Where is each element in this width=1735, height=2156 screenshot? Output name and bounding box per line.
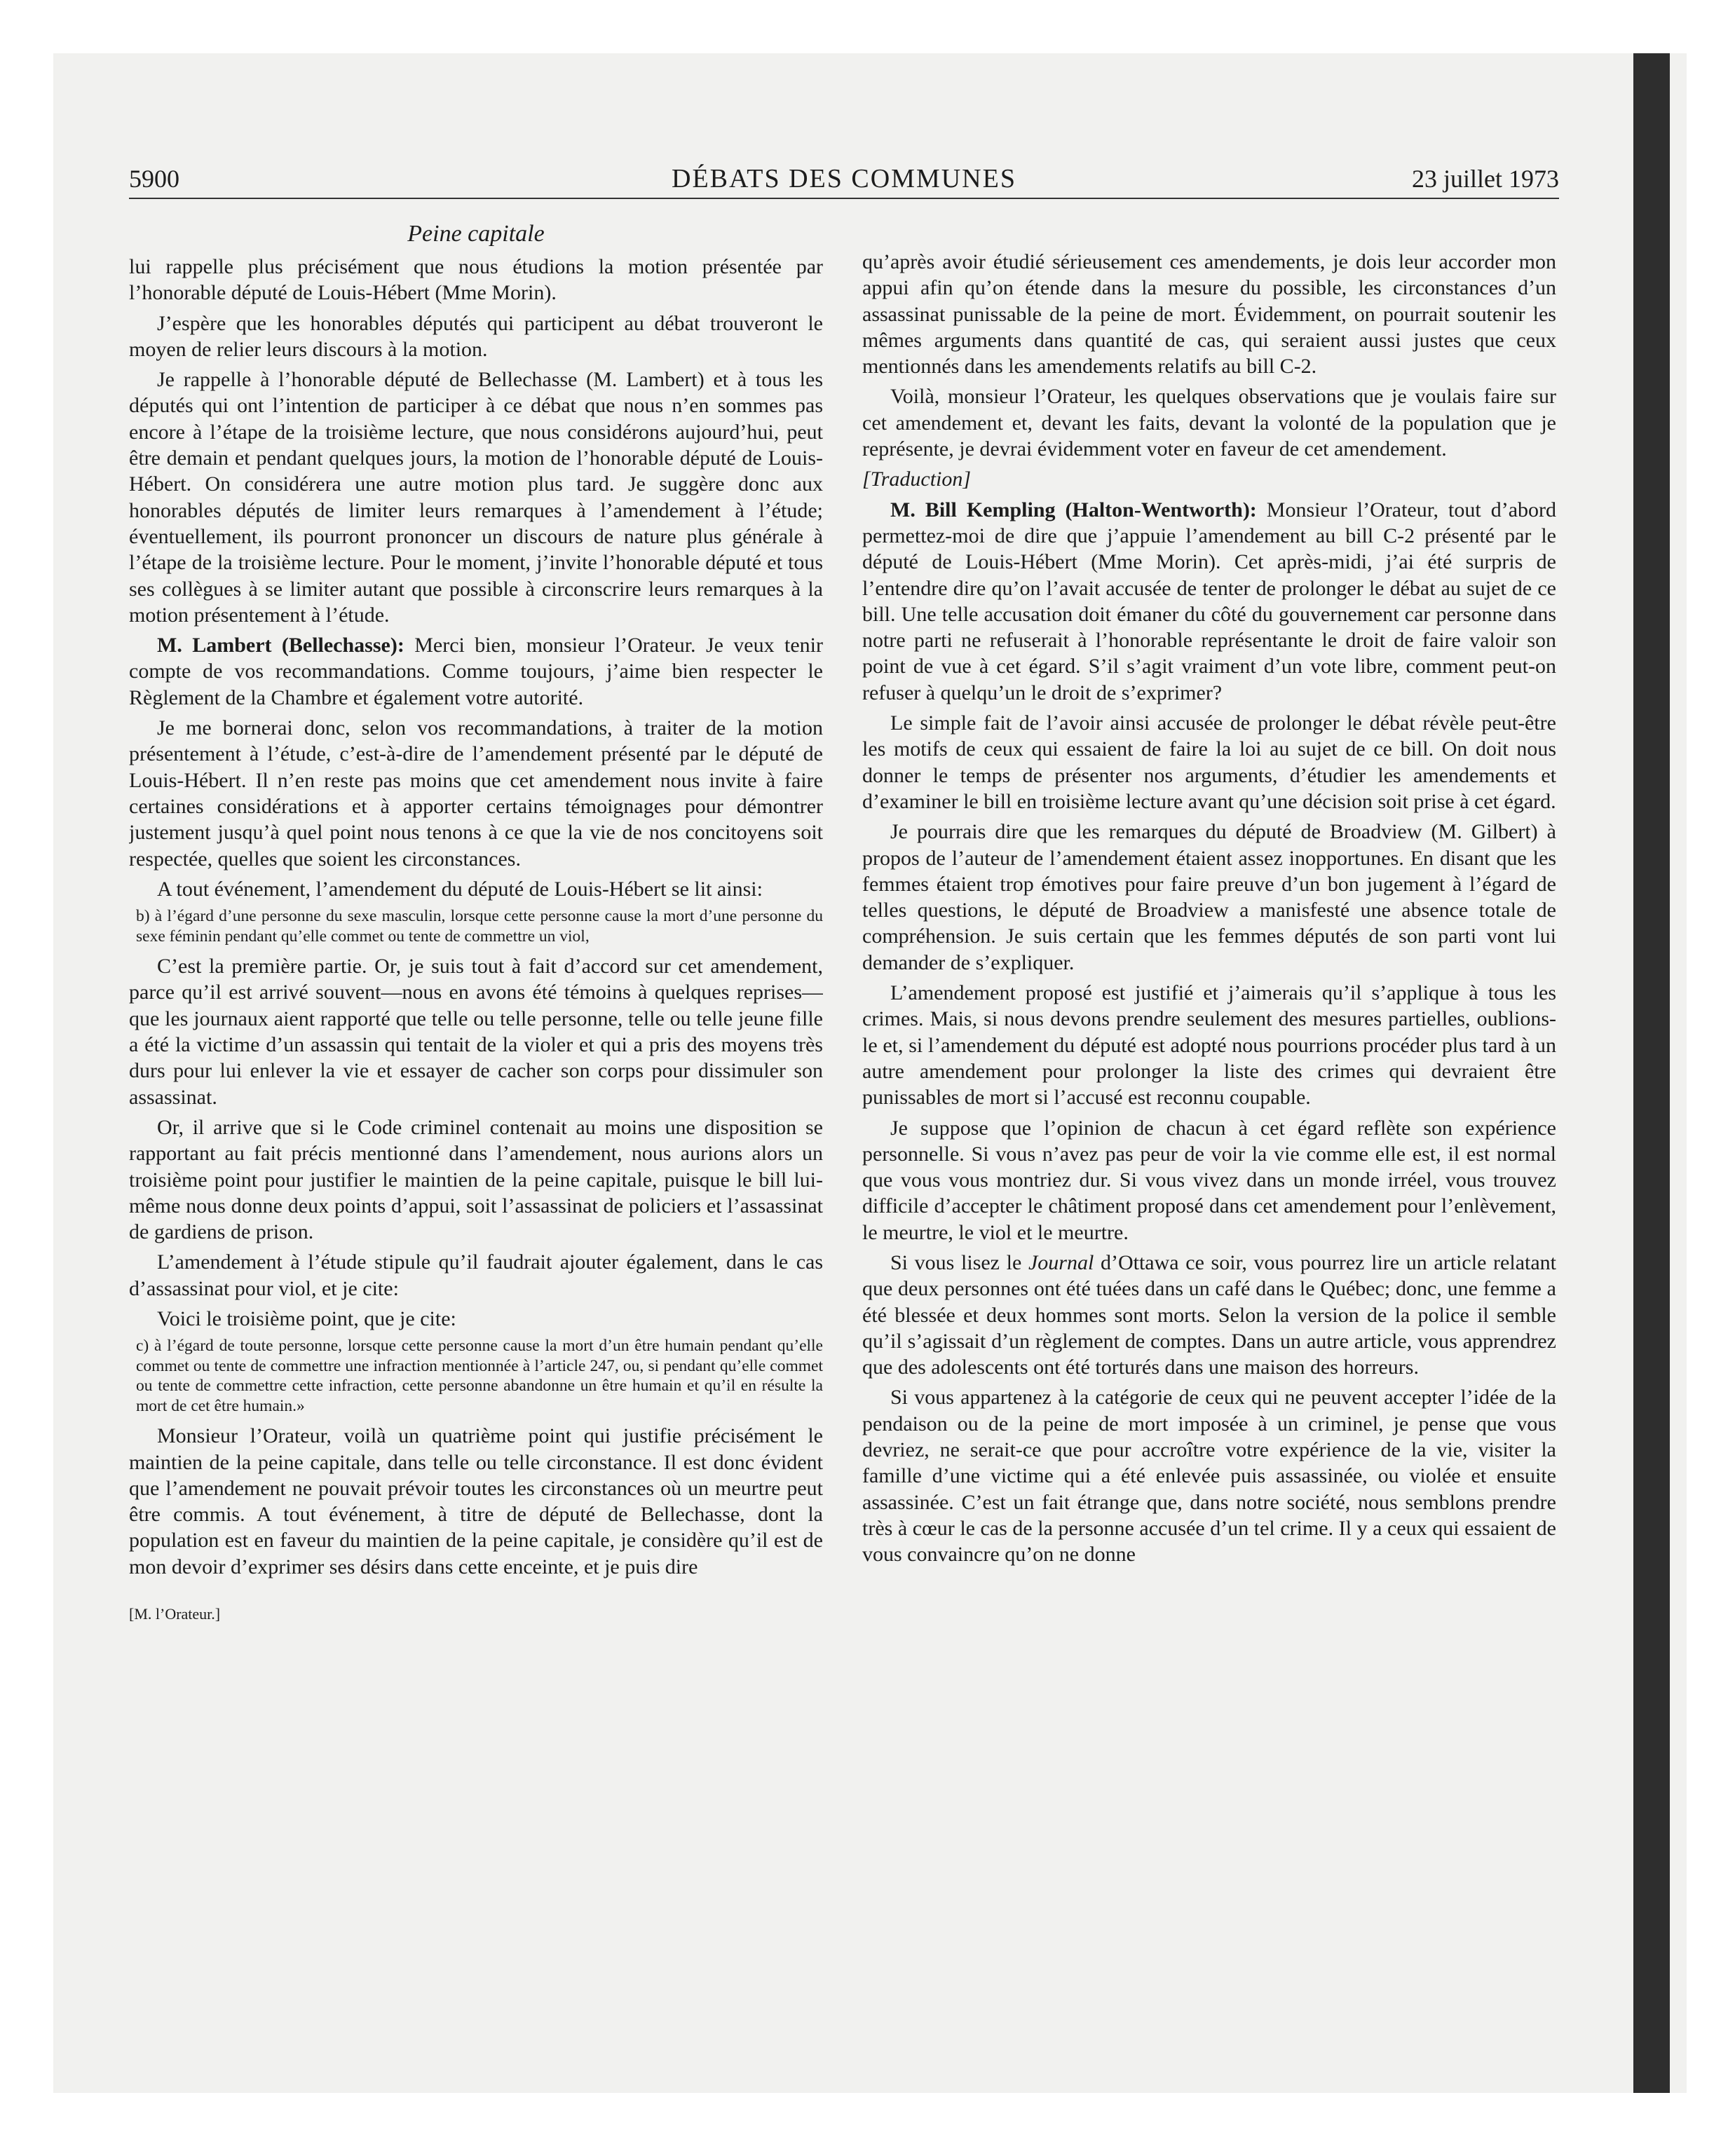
right-column <box>862 249 1556 2043</box>
paragraph: Si vous appartenez à la catégorie de ceux qui ne peuvent accepter l’idée de la pendaison ou de la peine de mort imposée à un criminel, je pense que vous devriez, ne serait-ce que pour accroître votre expérience de la vie, visiter la famille d’une victime qui a été enlevée puis assassinée, ou violée et ensuite assassinée. C’est un fait étrange que, dans notre société, nous semblons prendre très à cœur le cas de la personne accusée d’un tel crime. Il y a ceux qui essaient de vous convaincre qu’on ne donne <box>862 1386 1556 1567</box>
paragraph: Je me bornerai donc, selon vos recommandations, à traiter de la motion présentement à l’étude, c’est-à-dire de l’amendement présenté par le député de Louis-Hébert. Il n’en reste pas moins que cet amendement nous invite à faire certaines considérations et à apporter certains témoignages pour démontrer justement jusqu’à quel point nous tenons à ce que la vie de nos concitoyens soit respectée, quelles que soient les circonstances. <box>129 716 823 871</box>
speaker-name: M. Bill Kempling (Halton-Wentworth): <box>890 498 1257 521</box>
paragraph: A tout événement, l’amendement du député de Louis-Hébert se lit ainsi: <box>157 877 763 901</box>
speaker-name: M. Lambert (Bellechasse): <box>157 634 404 657</box>
paragraph: Le simple fait de l’avoir ainsi accusée de prolonger le débat révèle peut-être les motifs de ceux qui essaient de faire la loi au sujet de ce bill. On doit nous donner le temps de présenter nos arguments, d’étudier les amendements et d’examiner le bill en troisième lecture avant qu’une décision soit prise à cet égard. <box>862 711 1556 813</box>
paragraph: Voilà, monsieur l’Orateur, les quelques observations que je voulais faire sur cet amendement et, devant les faits, devant la volonté de la population que je représente, je devrai évidemment voter en faveur de cet amendement. <box>862 385 1556 461</box>
paragraph: C’est la première partie. Or, je suis tout à fait d’accord sur cet amendement, parce qu’il est arrivé souvent—nous en avons été témoins à quelques reprises—que les journaux aient rapporté que telle ou telle personne, telle ou telle jeune fille a été la victime d’un assassin qui tentait de la violer et qui a pris des moyens très durs pour lui enlever la vie et essayer de cacher son corps pour dissimuler son assassinat. <box>129 955 823 1109</box>
paragraph: L’amendement à l’étude stipule qu’il faudrait ajouter également, dans le cas d’assassinat pour viol, et je cite: <box>129 1250 823 1300</box>
newspaper-name: Journal <box>1028 1250 1094 1274</box>
paragraph: Je pourrais dire que les remarques du député de Broadview (M. Gilbert) à propos de l’auteur de l’amendement étaient assez inopportunes. En disant que les femmes étaient trop émotives pour faire preuve d’un bon jugement à l’égard de telles questions, le député de Broadview a manisfesté une absence totale de compréhension. Je suis certain que les femmes députés de son parti vont lui demander de s’expliquer. <box>862 820 1556 974</box>
quoted-amendment: b) à l’égard d’une personne du sexe masculin, lorsque cette personne cause la mort d’une personne du sexe féminin pendant qu’elle commet ou tente de commettre un viol, <box>136 907 823 946</box>
paragraph: J’espère que les honorables députés qui participent au débat trouveront le moyen de relier leurs discours à la motion. <box>129 311 823 361</box>
left-column <box>129 254 823 2048</box>
paragraph: lui rappelle plus précisément que nous étudions la motion présentée par l’honorable député de Louis-Hébert (Mme Morin). <box>129 255 823 305</box>
page-footer-note: [M. l’Orateur.] <box>129 1605 221 1623</box>
issue-date: 23 juillet 1973 <box>1412 165 1559 193</box>
paragraph <box>862 497 1556 706</box>
speech-text: Si vous lisez le <box>890 1250 1028 1274</box>
paragraph: Je rappelle à l’honorable député de Bellechasse (M. Lambert) et à tous les députés qui ont l’intention de participer à ce débat que nous n’en sommes pas encore à l’étape de la troisième lecture, que nous considérons aujourd’hui, peut être demain et pendant quelques jours, la motion de l’honorable député de Louis-Hébert. On considérera une autre motion plus tard. Je suggère donc aux honorables députés de limiter leurs remarques à l’amendement à l’étude; éventuellement, ils pourront prononcer un discours de nature plus générale à l’étape de la troisième lecture. Pour le moment, j’invite l’honorable député et tous ses collègues à se limiter autant que possible à circonscrire leurs remarques à la motion présentement à l’étude. <box>129 368 823 627</box>
paragraph: qu’après avoir étudié sérieusement ces amendements, je dois leur accorder mon appui afin qu’on étende dans la mesure du possible, les circonstances d’un assassinat punissable de la peine de mort. Évidemment, on pourrait soutenir les mêmes arguments dans quantité de cas, qui seraient aussi justes que ceux mentionnés dans les amendements relatifs au bill C-2. <box>862 250 1556 378</box>
paragraph <box>129 632 823 711</box>
binding-edge <box>1633 53 1670 2093</box>
speech-text: d’Ottawa ce soir, vous pourrez lire un article relatant que deux personnes ont été tuées dans un café dans le Québec; donc, une femme a été blessée et deux hommes sont morts. Selon la version de la police il semble qu’il s’agissait d’un règlement de comptes. Dans un autre article, vous apprendrez que des adolescents ont été torturés dans une maison des horreurs. <box>862 1250 1556 1379</box>
page-number: 5900 <box>129 165 179 193</box>
paragraph: L’amendement proposé est justifié et j’aimerais qu’il s’applique à tous les crimes. Mais, si nous devons prendre seulement des mesures partielles, oublions-le et, si l’amendement du député est adopté nous pourrions procéder plus tard à un autre amendement pour prolonger la liste des crimes qui devraient être punissables de mort si l’accusé est reconnu coupable. <box>862 981 1556 1110</box>
quoted-amendment: c) à l’égard de toute personne, lorsque cette personne cause la mort d’un être humain pendant qu’elle commet ou tente de commettre une infraction mentionnée à l’article 247, ou, si pendant qu’elle commet ou tente de commettre cette infraction, cette personne abandonne un être humain et qu’il en résulte la mort de cet être humain.» <box>136 1337 823 1415</box>
paragraph: Je suppose que l’opinion de chacun à cet égard reflète son expérience personnelle. Si vous n’avez pas peur de voir la vie comme elle est, il est normal que vous vous montriez dur. Si vous vivez dans un monde irréel, vous trouvez difficile d’accepter le châtiment proposé dans cet amendement pour l’enlèvement, le meurtre, le viol et le meurtre. <box>862 1116 1556 1244</box>
translation-label: [Traduction] <box>862 468 972 491</box>
speech-text: Merci bien, monsieur l’Orateur. Je veux tenir compte de vos recommandations. Comme toujours, j’aime bien respecter le Règlement de la Chambre et également votre autorité. <box>129 634 823 709</box>
section-title: Peine capitale <box>407 221 545 247</box>
paragraph: Voici le troisième point, que je cite: <box>157 1306 456 1330</box>
paragraph: Monsieur l’Orateur, voilà un quatrième point qui justifie précisément le maintien de la peine capitale, dans telle ou telle circonstance. Il est donc évident que l’amendement ne pouvait prévoir toutes les circonstances où un meurtre peut être commis. A tout événement, à titre de député de Bellechasse, dont la population est en faveur du maintien de la peine capitale, je considère qu’il est de mon devoir d’exprimer ses désirs dans cette enceinte, et je puis dire <box>129 1424 823 1578</box>
paragraph: Or, il arrive que si le Code criminel contenait au moins une disposition se rapportant au fait précis mentionné dans l’amendement, nous aurions alors un troisième point pour justifier le maintien de la peine capitale, puisque le bill lui-même nous donne deux points d’appui, soit l’assassinat de policiers et l’assassinat de gardiens de prison. <box>129 1115 823 1244</box>
speech-text: Monsieur l’Orateur, tout d’abord permettez-moi de dire que j’appuie l’amendement au bill C-2 présenté par le député de Louis-Hébert (Mme Morin). Cet après-midi, j’ai été surpris de l’entendre dire qu’on l’avait accusée de tenter de prolonger le débat au sujet de ce bill. Une telle accusation doit émaner du côté du gouvernement car personne dans notre parti ne refuserait à l’honorable représentante le droit de faire valoir son point de vue à cet égard. S’il s’agit vraiment d’un vote libre, comment peut-on refuser à quelqu’un le droit de s’exprimer? <box>862 498 1556 704</box>
paragraph <box>862 1250 1556 1380</box>
page-header <box>129 160 1559 199</box>
journal-title: DÉBATS DES COMMUNES <box>672 164 1016 193</box>
